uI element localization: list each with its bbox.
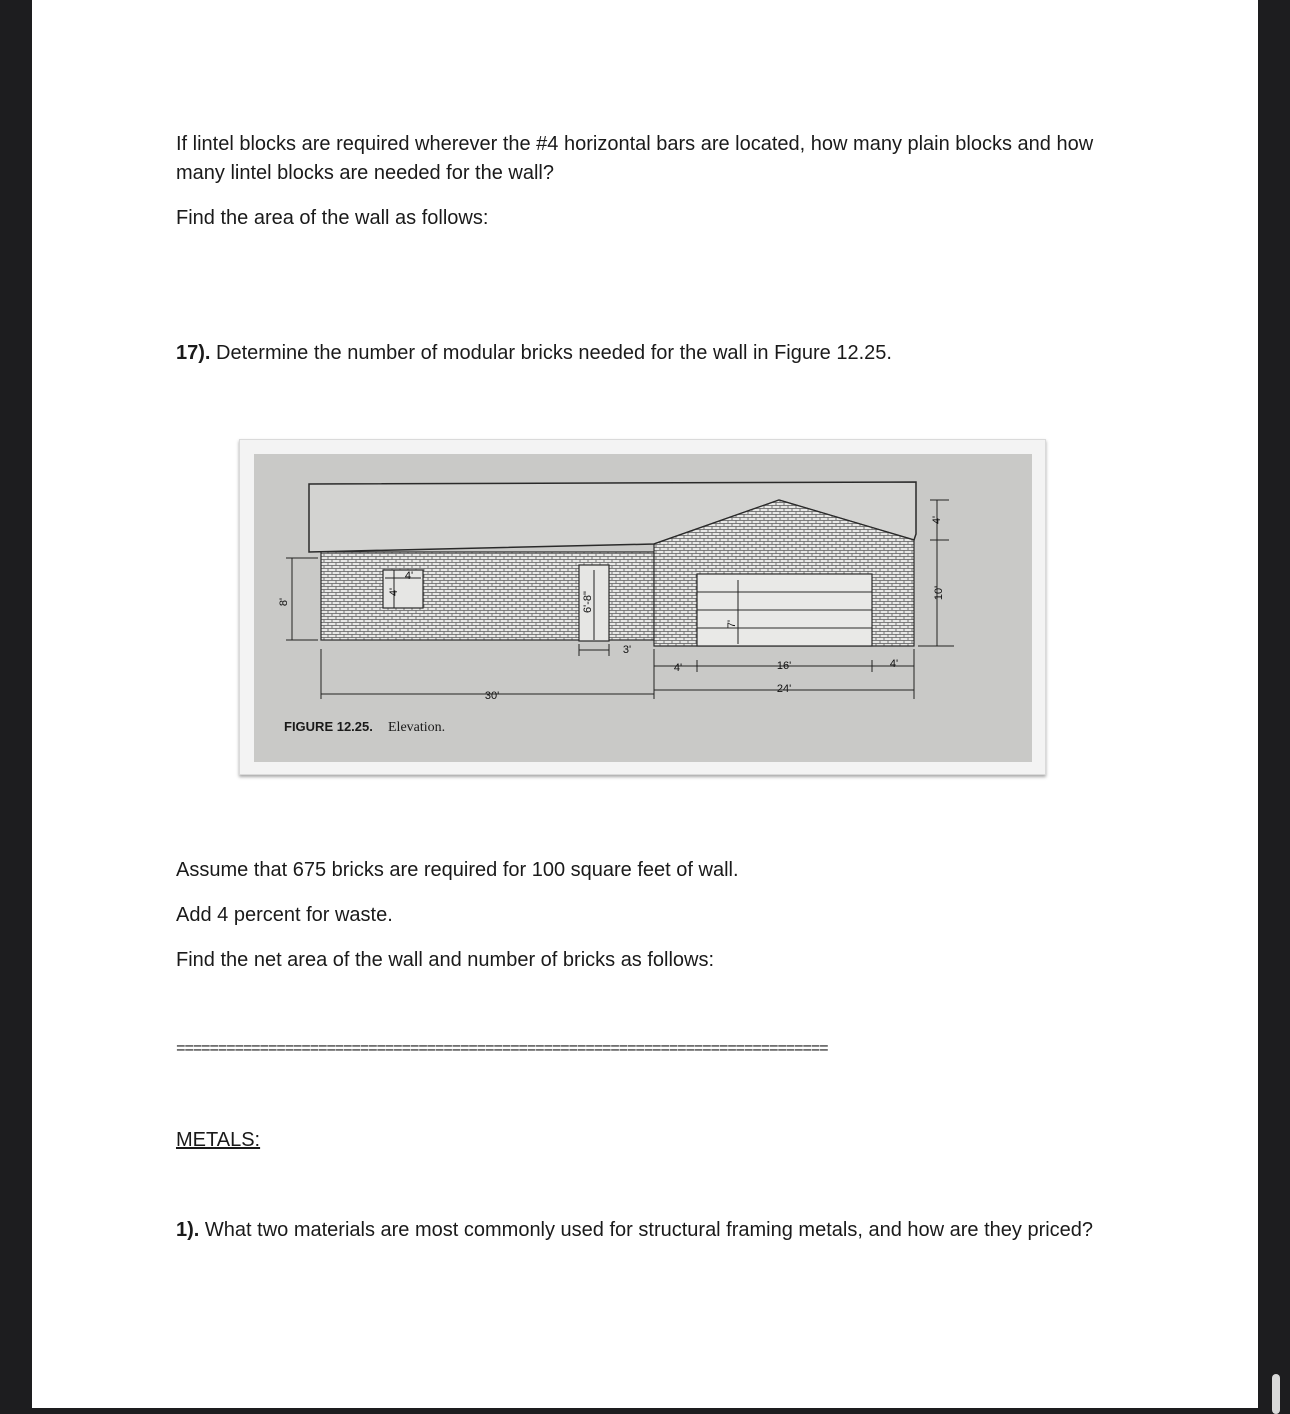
dim-left-pier: 4': [673, 662, 683, 674]
dim-10ft: 10': [933, 585, 945, 601]
dim-right-pier: 4': [889, 658, 899, 670]
metals-heading: METALS:: [176, 1129, 261, 1151]
dim-left-wall: 30': [484, 690, 500, 702]
figure-caption: [284, 719, 445, 735]
dim-door-width: 3': [622, 644, 632, 656]
dim-garage-door-width: 16': [776, 660, 792, 672]
dim-window-width: 4': [404, 570, 414, 582]
question-17-text: Determine the number of modular bricks needed for the wall in Figure 12.25.: [216, 342, 892, 364]
question-17-number: 17).: [176, 342, 211, 364]
lintel-question: [176, 130, 1126, 188]
question-1-text: What two materials are most commonly used for structural framing metals, and how are they priced?: [204, 1219, 1094, 1241]
scrollbar-thumb[interactable]: [1272, 1374, 1280, 1414]
dim-garage-height: 7': [726, 619, 738, 629]
dim-gable: 4': [931, 515, 943, 525]
question-1: [176, 1216, 1106, 1245]
find-area-prompt: Find the area of the wall as follows:: [176, 207, 489, 229]
waste-text: Add 4 percent for waste.: [176, 904, 393, 926]
question-17: [176, 339, 892, 368]
elevation-drawing: [254, 454, 1032, 762]
dim-door-height: 6'-8": [582, 591, 594, 613]
figure-12-25: [239, 439, 1046, 775]
assume-text: Assume that 675 bricks are required for 100 square feet of wall.: [176, 859, 739, 881]
question-1-number: 1).: [176, 1219, 200, 1241]
lintel-question-text: If lintel blocks are required wherever the #4 horizontal bars are located, how many plain blocks and how many lintel blocks are needed for the wall?: [176, 133, 1094, 184]
dim-garage-wall: 24': [776, 683, 792, 695]
dim-8ft: 8': [278, 597, 290, 607]
elevation-svg: [254, 454, 1032, 762]
section-separator: ==============================================================================: [176, 1040, 828, 1058]
dim-window-height: 4': [388, 587, 400, 597]
document-page: [32, 0, 1258, 1408]
caption-text: Elevation.: [388, 720, 446, 735]
net-area-prompt: Find the net area of the wall and number of bricks as follows:: [176, 949, 715, 971]
caption-label: FIGURE 12.25.: [284, 719, 373, 734]
